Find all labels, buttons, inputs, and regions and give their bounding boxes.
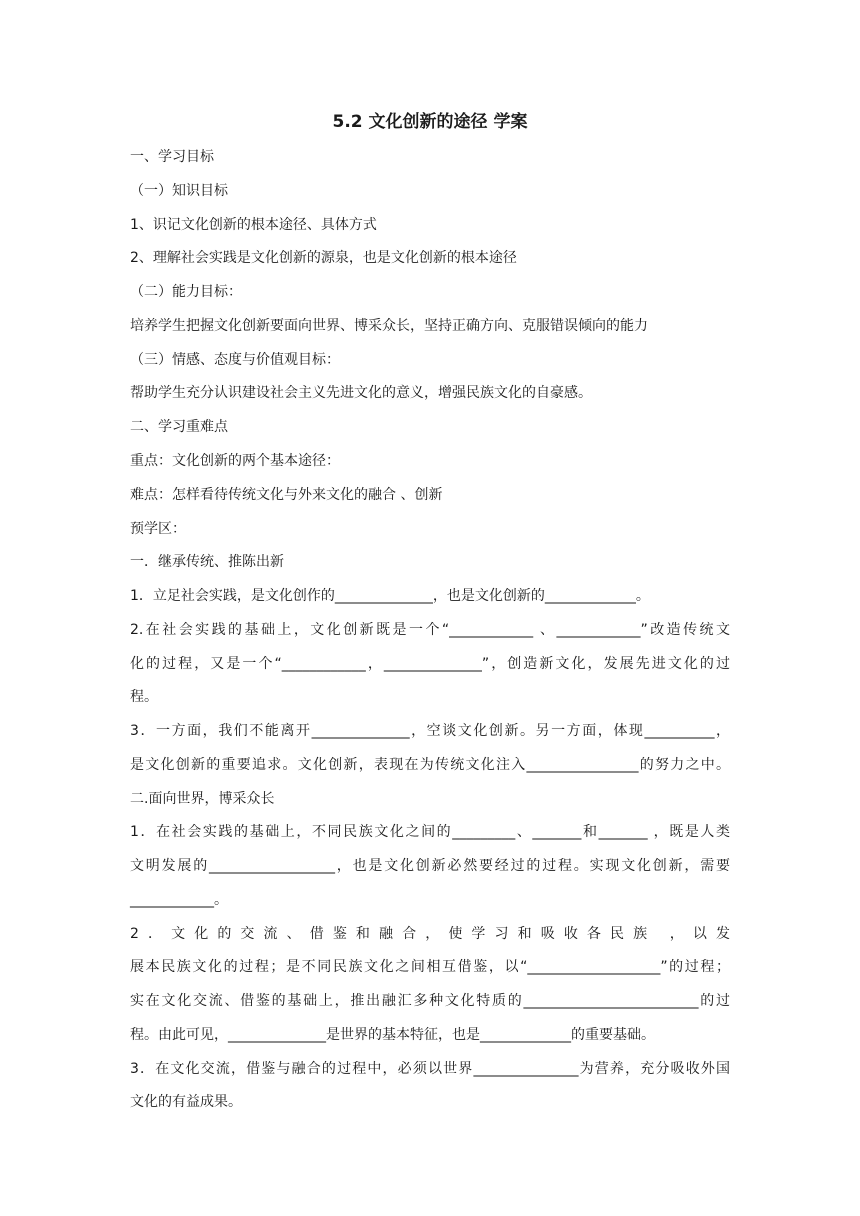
paragraph-line: 2、理解社会实践是文化创新的源泉，也是文化创新的根本途径 <box>130 250 517 266</box>
fill-in-question-line: 2．文化的交流、借鉴和融合，使学习和吸收各民族 ，以发 <box>130 926 730 942</box>
fill-in-question-line: 文明发展的__________________，也是文化创新必然要经过的过程。实现文化创新，需要 <box>130 858 730 874</box>
fill-in-question-line: 是文化创新的重要追求。文化创新，表现在为传统文化注入________________的努力之中。 <box>130 757 730 773</box>
fill-in-question-line: 3．一方面，我们不能离开______________，空谈文化创新。另一方面，体现__________， <box>130 723 730 739</box>
section-heading: 预学区： <box>130 521 186 537</box>
subsection-heading: （三）情感、态度与价值观目标： <box>130 352 340 368</box>
fill-in-question-line: 化的过程，又是一个“____________，______________”，创造新文化，发展先进文化的过 <box>130 656 730 672</box>
fill-in-question-line: 3．在文化交流，借鉴与融合的过程中，必须以世界_______________为营养，充分吸收外国 <box>130 1061 730 1077</box>
paragraph-line: 难点：怎样看待传统文化与外来文化的融合 、创新 <box>130 487 443 503</box>
fill-in-question-line: 程。由此可见，______________是世界的基本特征，也是_____________的重要基础。 <box>130 1027 655 1043</box>
subsection-heading: （二）能力目标： <box>130 284 242 300</box>
paragraph-line: 培养学生把握文化创新要面向世界、博采众长，坚持正确方向、克服错误倾向的能力 <box>130 318 648 334</box>
section-heading: 一、学习目标 <box>130 149 214 165</box>
fill-in-question-line: 1．立足社会实践，是文化创作的______________，也是文化创新的_____________。 <box>130 588 650 604</box>
fill-in-question-line: 文化的有益成果。 <box>130 1094 242 1110</box>
fill-in-question-line: 展本民族文化的过程；是不同民族文化之间相互借鉴，以“___________________”的过程； <box>130 959 730 975</box>
section-heading: 二.面向世界，博采众长 <box>130 791 275 807</box>
fill-in-question-line: 2.在社会实践的基础上，文化创新既是一个“____________ 、____________”改造传统文 <box>130 622 730 638</box>
fill-in-question-line: 程。 <box>130 689 158 705</box>
paragraph-line: 帮助学生充分认识建设社会主义先进文化的意义，增强民族文化的自豪感。 <box>130 385 592 401</box>
subsection-heading: （一）知识目标 <box>130 183 228 199</box>
document-title: 5.2 文化创新的途径 学案 <box>332 112 528 132</box>
fill-in-question-line: 实在文化交流、借鉴的基础上，推出融汇多种文化特质的_________________________的过 <box>130 993 730 1009</box>
section-heading: 一．继承传统、推陈出新 <box>130 554 284 570</box>
section-heading: 二、学习重难点 <box>130 419 228 435</box>
paragraph-line: 1、识记文化创新的根本途径、具体方式 <box>130 217 377 233</box>
fill-in-question-line: 1．在社会实践的基础上，不同民族文化之间的_________、_______和_______ ，既是人类 <box>130 824 730 840</box>
paragraph-line: 重点：文化创新的两个基本途径： <box>130 453 340 469</box>
fill-in-question-line: ____________。 <box>130 892 228 908</box>
